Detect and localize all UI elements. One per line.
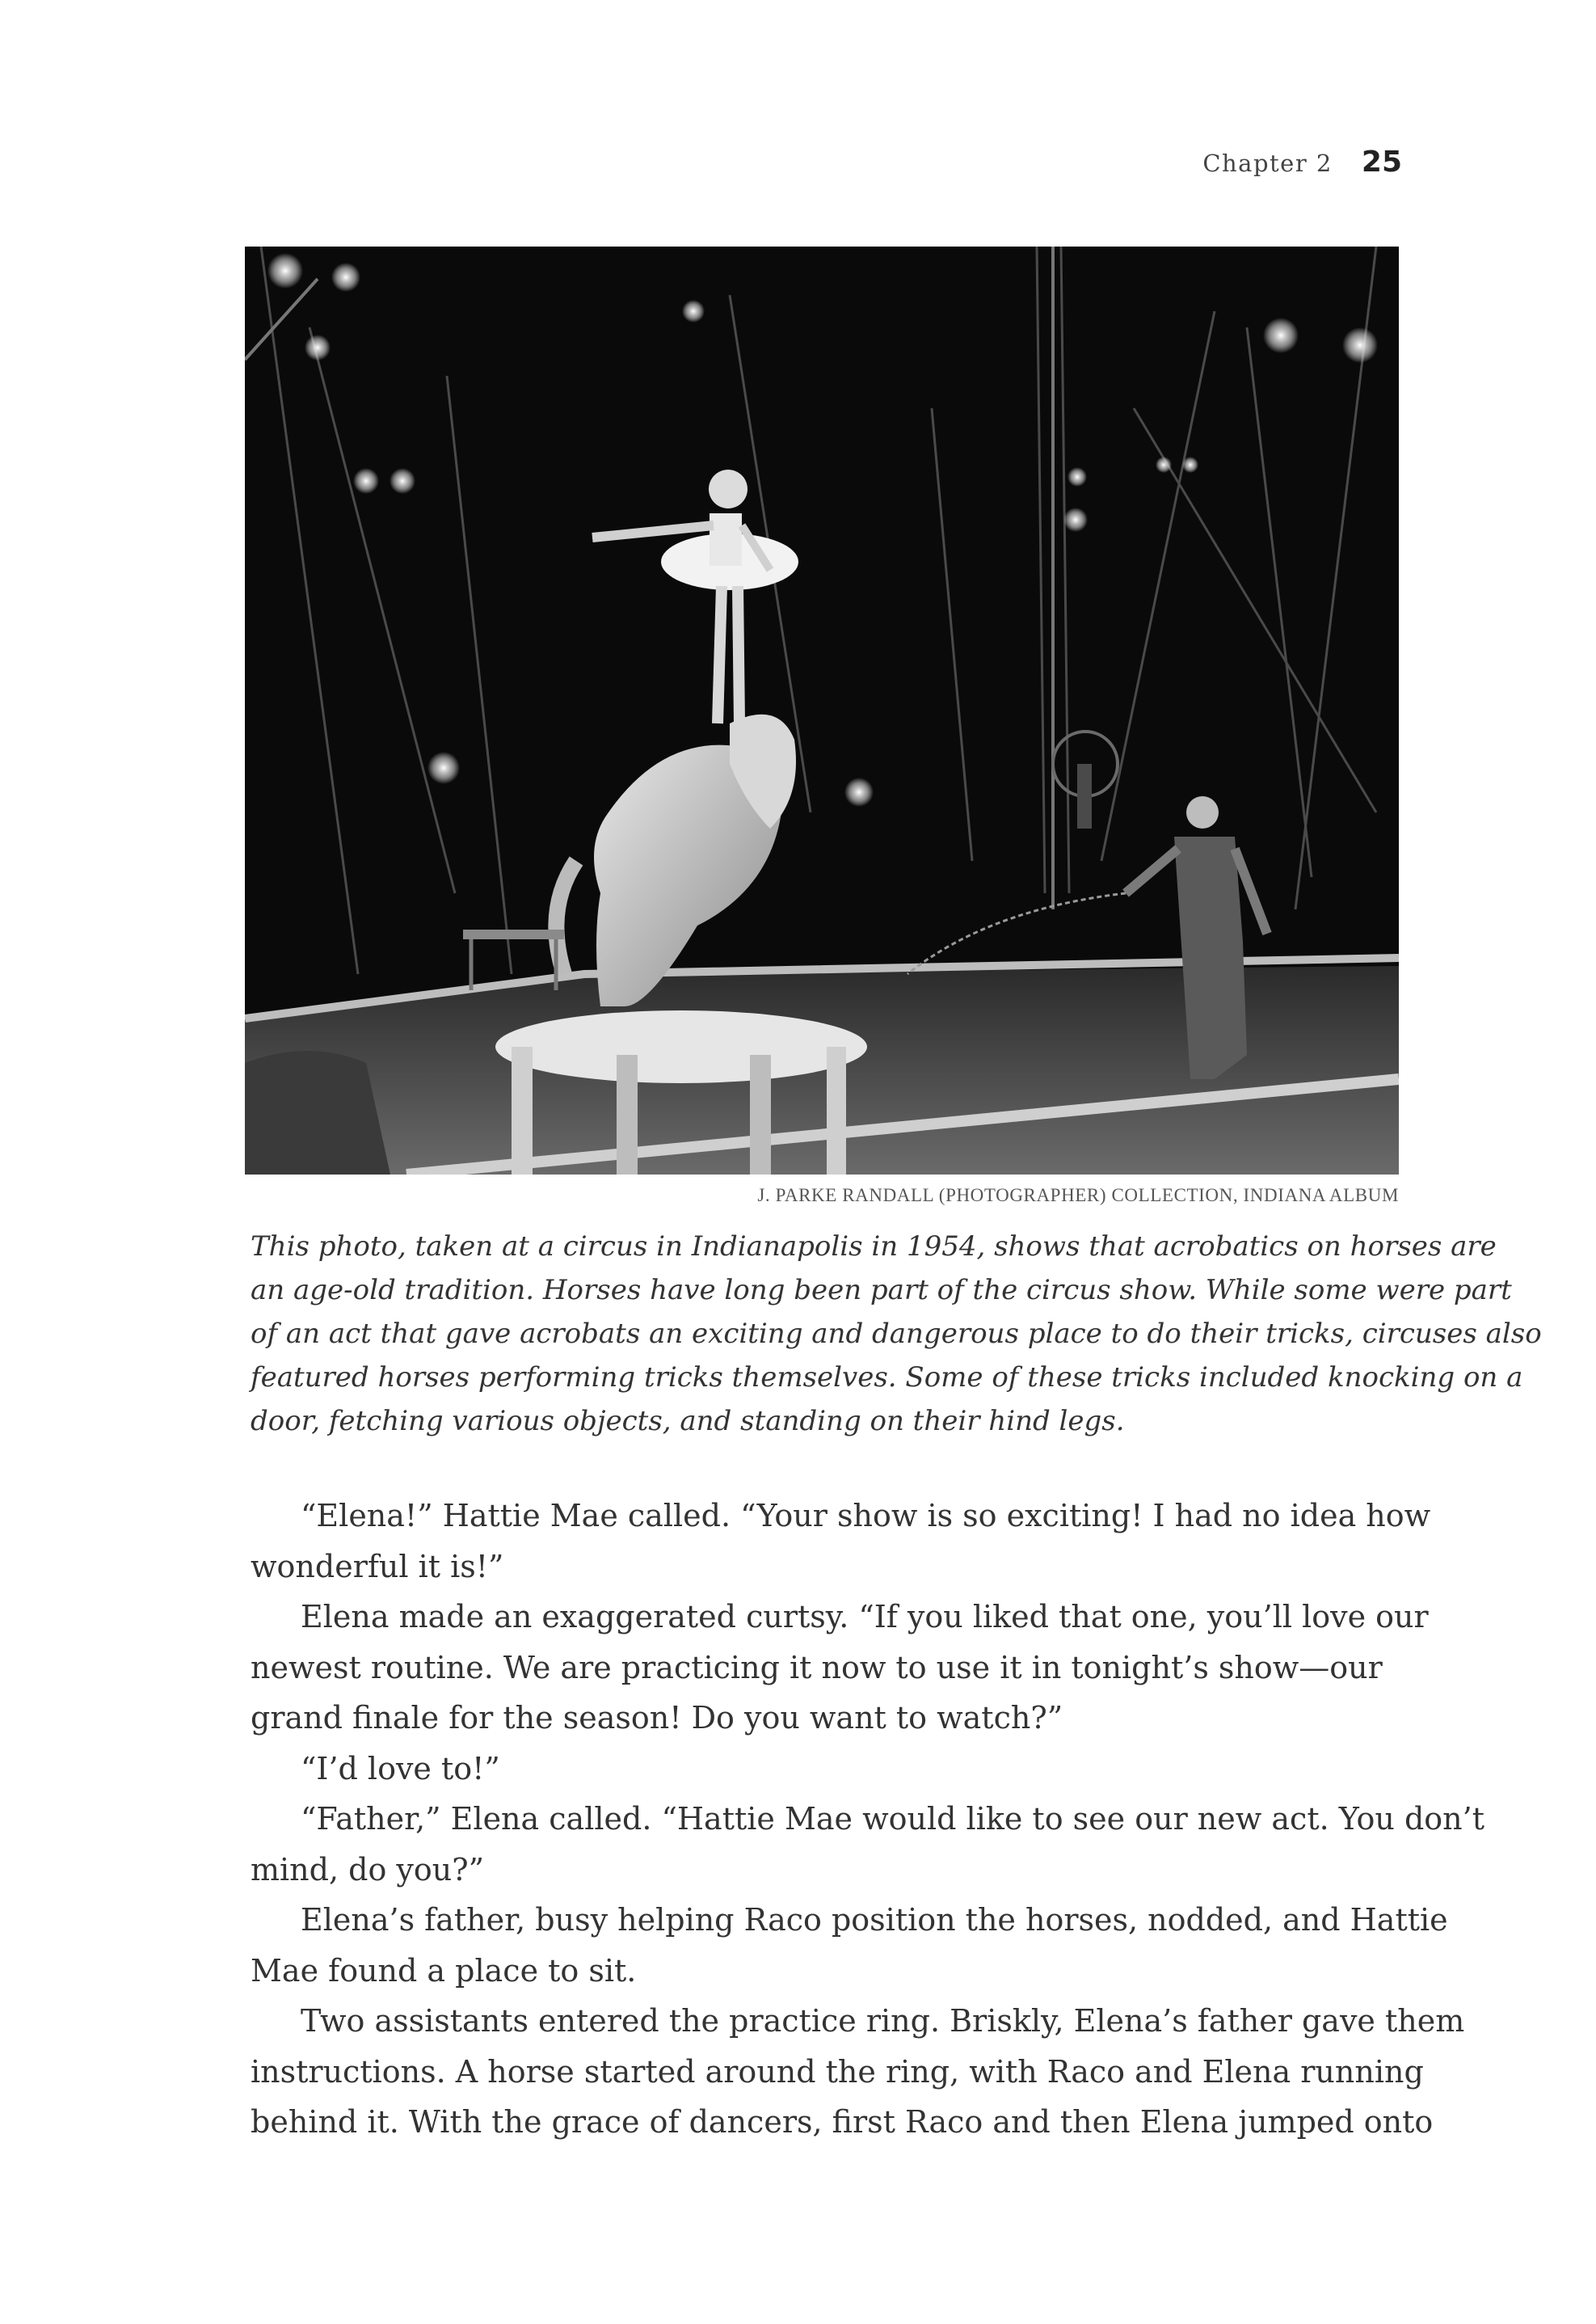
body-line: Elena made an exaggerated curtsy. “If you liked that one, you’ll love our: [301, 1599, 1429, 1634]
circus-photo: [245, 247, 1399, 1175]
chapter-label: Chapter 2: [1202, 150, 1333, 177]
body-line: “Elena!” Hattie Mae called. “Your show is so exciting! I had no idea how: [301, 1498, 1431, 1533]
body-line: “Father,” Elena called. “Hattie Mae would like to see our new act. You don’t: [301, 1801, 1484, 1837]
body-line: grand finale for the season! Do you want to watch?”: [251, 1700, 1063, 1736]
body-line: newest routine. We are practicing it now to use it in tonight’s show—our: [251, 1649, 1383, 1685]
page-number: 25: [1361, 146, 1402, 179]
caption-line: of an act that gave acrobats an exciting and dangerous place to do their tricks, circuses also: [251, 1318, 1542, 1350]
body-line: Mae found a place to sit.: [251, 1952, 637, 1989]
caption-line: featured horses performing tricks themselves. Some of these tricks included knocking on a: [251, 1361, 1523, 1394]
body-line: “I’d love to!”: [301, 1750, 500, 1786]
body-line: mind, do you?”: [251, 1851, 485, 1887]
body-text: [251, 1491, 1484, 2148]
body-line: wonderful it is!”: [251, 1548, 504, 1584]
body-line: instructions. A horse started around the ring, with Raco and Elena running: [251, 2053, 1424, 2090]
caption-line: This photo, taken at a circus in Indianapolis in 1954, shows that acrobatics on horses are: [251, 1230, 1497, 1263]
caption-line: an age-old tradition. Horses have long been part of the circus show. While some were part: [251, 1274, 1512, 1306]
photo-caption: [251, 1225, 1542, 1443]
running-head: [1202, 146, 1402, 179]
photo-credit: J. PARKE RANDALL (PHOTOGRAPHER) COLLECTION, INDIANA ALBUM: [757, 1185, 1399, 1205]
caption-line: door, fetching various objects, and standing on their hind legs.: [251, 1405, 1125, 1437]
body-line: Elena’s father, busy helping Raco position the horses, nodded, and Hattie: [301, 1902, 1448, 1938]
body-line: Two assistants entered the practice ring. Briskly, Elena’s father gave them: [301, 2003, 1465, 2039]
body-line: behind it. With the grace of dancers, first Raco and then Elena jumped onto: [251, 2104, 1434, 2140]
